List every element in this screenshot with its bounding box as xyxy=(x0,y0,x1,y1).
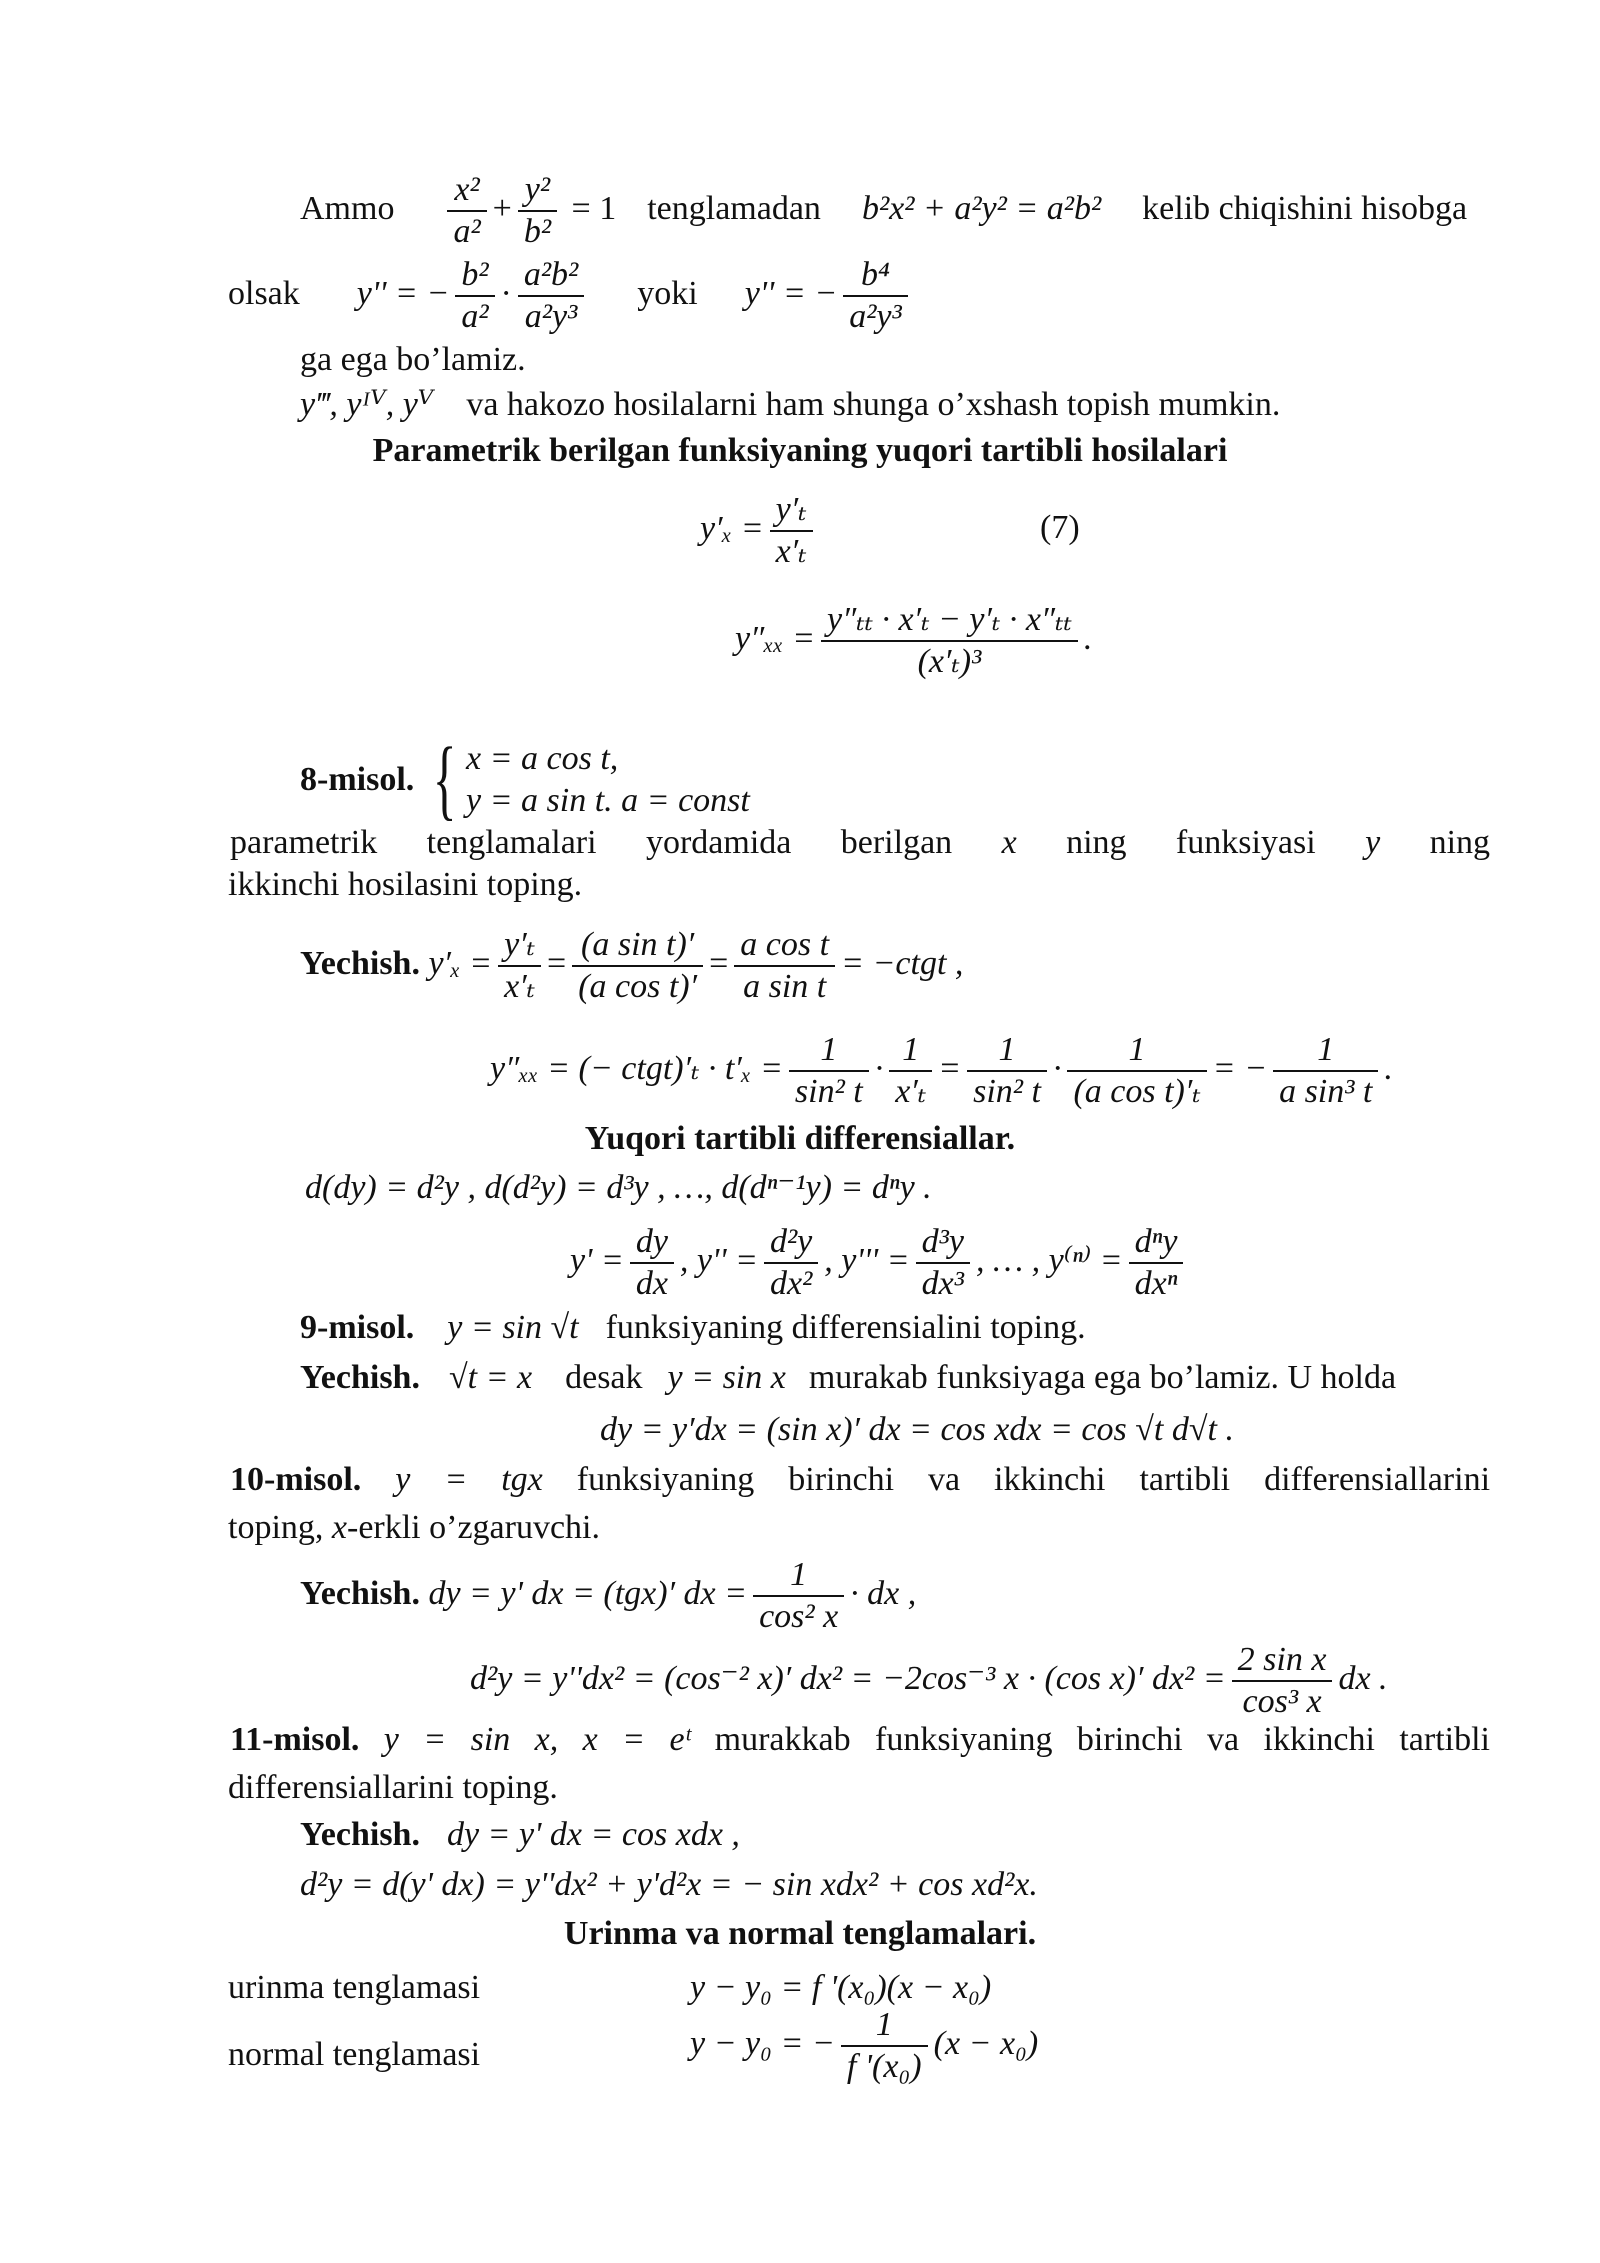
fraction-second-derivative xyxy=(821,600,1078,682)
denominator: (x′ₜ)³ xyxy=(917,643,982,680)
numerator: (a sin t)′ xyxy=(572,925,703,967)
denominator: cos² x xyxy=(759,1598,839,1635)
normal-end: (x − x₀) xyxy=(933,2024,1039,2062)
higher-derivatives-text: va hakozo hosilalarni ham shunga o’xshash topish mumkin. xyxy=(466,386,1281,423)
denominator: f '(x₀) xyxy=(846,2048,922,2085)
dn-lhs: , … , y⁽ⁿ⁾ = xyxy=(975,1241,1123,1279)
denominator: a²y³ xyxy=(849,298,902,335)
higher-derivatives-line xyxy=(300,385,1280,425)
example-10-line1 xyxy=(230,1460,1490,1500)
fraction-1-asin3t xyxy=(1273,1030,1378,1112)
ellipse-identity: b²x² + a²y² = a²b² xyxy=(861,189,1102,227)
substitution: √t = x xyxy=(448,1359,533,1396)
formula-7 xyxy=(700,490,819,572)
denominator: (a cos t)′ xyxy=(578,968,698,1005)
example-10-label: 10-misol. xyxy=(230,1461,362,1498)
fraction-yt-xt xyxy=(770,490,813,572)
equals: = xyxy=(938,1049,962,1087)
word-olsak: olsak xyxy=(228,274,300,312)
example-9-text: funksiyaning differensialini toping. xyxy=(605,1309,1086,1346)
numerator: 1 xyxy=(1067,1030,1206,1072)
olsak-line: olsak y'' = − $\frac{\text{b²}}{\text{a²}}$ · $\frac{\text{a²b²}}{\text{a²y³}}$ yoki y'' = − $\frac{\text{b⁴}}{\text{a²y³}}$ xyxy=(228,255,914,337)
system-line-2: y = a sin t. a = const xyxy=(465,782,750,819)
fraction-asint-acost xyxy=(572,925,703,1007)
numerator: y′ₜ xyxy=(770,490,813,532)
normal-label: normal tenglamasi xyxy=(228,2036,481,2073)
second-derivative-formula xyxy=(735,600,1092,682)
example-8-solution-1: Yechish. y′ₓ = $\frac{\text{y′ₜ}}{\text{x′ₜ}}$ = $\frac{\text{(a sin t)′}}{\text{(a cos t)′}}$ = $\frac{\text{a cos t}}{\text{a sin t}}$ = −ctgt , xyxy=(300,926,964,1005)
numerator: 1 xyxy=(889,1030,932,1072)
example-11-function: y = sin x, x = eᵗ xyxy=(383,1721,691,1758)
numerator: 1 xyxy=(789,1030,869,1072)
period: . xyxy=(1083,619,1093,657)
denominator: sin² t xyxy=(794,1073,863,1110)
period: . xyxy=(1384,1049,1393,1087)
differential-chain: d(dy) = d²y , d(d²y) = d³y , …, d(dⁿ⁻¹y) = dⁿy . xyxy=(305,1169,932,1206)
example-10-line2 xyxy=(228,1508,600,1548)
kelib-text: kelib chiqishini hisobga xyxy=(1142,189,1468,227)
fraction-y2-b2 xyxy=(518,170,557,252)
denominator: x′ₜ xyxy=(504,968,536,1005)
text-segment: parametrik tenglamalari yordamida berilgan xyxy=(230,824,953,861)
normal-lhs: y − y₀ = − xyxy=(690,2024,835,2062)
numerator: 1 xyxy=(841,2005,928,2047)
numerator: dy xyxy=(630,1222,674,1264)
system-brace: { xyxy=(432,730,457,829)
denominator: a sin t xyxy=(743,968,827,1005)
ypp2-lhs: y'' = − xyxy=(744,274,838,312)
fraction-x2-a2 xyxy=(447,170,486,252)
function-sin-x: y = sin x xyxy=(667,1359,786,1396)
numerator: a cos t xyxy=(734,925,835,967)
example-10-solution-1 xyxy=(300,1555,916,1637)
ga-ega-line: ga ega bo’lamiz. xyxy=(300,341,526,378)
solution-label: Yechish. xyxy=(300,1816,420,1853)
text-segment: ning xyxy=(1429,824,1491,861)
numerator: b² xyxy=(455,255,494,297)
denominator: b² xyxy=(523,213,552,250)
higher-derivative-symbols: y‴, yᴵⱽ, yⱽ xyxy=(300,386,434,423)
denominator: cos³ x xyxy=(1242,1683,1322,1720)
section-heading-parametric: Parametrik berilgan funksiyaning yuqori tartibli hosilalari xyxy=(372,432,1228,469)
system-line-1: x = a cos t, xyxy=(465,740,619,777)
derivative-notation-line xyxy=(570,1222,1189,1304)
fraction-dny-dxn xyxy=(1129,1222,1184,1304)
fraction-a2b2-a2y3 xyxy=(518,255,584,337)
denominator: sin² t xyxy=(973,1073,1041,1110)
fraction-acost-asint xyxy=(734,925,835,1007)
example-11-text: murakkab funksiyaning birinchi va ikkinchi tartibli xyxy=(714,1721,1491,1758)
sol2-lhs: d²y = y''dx² = (cos⁻² x)′ dx² = −2cos⁻³ x · (cos x)′ dx² = xyxy=(470,1659,1226,1697)
numerator: x² xyxy=(447,170,486,212)
fraction-1-fprime xyxy=(841,2005,928,2087)
fraction-1-xt xyxy=(889,1030,932,1112)
denominator: x′ₜ xyxy=(895,1073,927,1110)
solution-label: Yechish. xyxy=(300,1574,420,1612)
sol1-lhs: y′ₓ = xyxy=(428,944,493,982)
text-desak: desak xyxy=(565,1359,643,1396)
numerator: 1 xyxy=(753,1555,844,1597)
denominator: a² xyxy=(461,298,489,335)
second-derivative-lhs: y″ₓₓ = xyxy=(735,619,816,657)
d3-lhs: , y''' = xyxy=(824,1241,910,1279)
parametric-system xyxy=(466,738,750,822)
fraction-1-acost xyxy=(1067,1030,1206,1112)
denominator: x′ₜ xyxy=(775,533,807,570)
numerator: y′ₜ xyxy=(498,925,541,967)
text-murakab: murakab funksiyaga ega bo’lamiz. U holda xyxy=(808,1359,1397,1396)
solution-label: Yechish. xyxy=(300,1359,420,1396)
denominator: (a cos t)′ₜ xyxy=(1073,1073,1201,1110)
fraction-d2y-dx2 xyxy=(764,1222,818,1304)
section-heading-tangent-normal: Urinma va normal tenglamalari. xyxy=(563,1915,1037,1952)
fraction-2sinx-cos3x xyxy=(1232,1640,1333,1722)
example-10-text: funksiyaning birinchi va ikkinchi tartibli differensiallarini xyxy=(576,1461,1491,1498)
solution-label: Yechish. xyxy=(300,944,420,982)
formula-tag-7: (7) xyxy=(1040,509,1080,546)
example-11-line1 xyxy=(230,1720,1490,1760)
example-8-text-line1 xyxy=(230,823,1490,863)
tangent-equation: y − y₀ = f '(x₀)(x − x₀) xyxy=(690,1969,992,2006)
equals-minus: = − xyxy=(1212,1049,1268,1087)
sol1-lhs: dy = y' dx = (tgx)′ dx = xyxy=(428,1574,748,1612)
numerator: b⁴ xyxy=(843,255,907,297)
numerator: a²b² xyxy=(518,255,584,297)
denominator: dx xyxy=(635,1265,668,1302)
denominator: a²y³ xyxy=(524,298,578,335)
sol1-end: = −ctgt , xyxy=(841,944,964,982)
denominator: dx³ xyxy=(921,1265,964,1302)
fraction-dy-dx xyxy=(630,1222,674,1304)
denominator: a² xyxy=(453,213,481,250)
numerator: y″ₜₜ · x′ₜ − y′ₜ · x″ₜₜ xyxy=(821,600,1078,642)
d2-lhs: , y'' = xyxy=(679,1241,758,1279)
numerator: 2 sin x xyxy=(1232,1640,1333,1682)
example-8-text-line2: ikkinchi hosilasini toping. xyxy=(228,866,583,903)
sol1: dy = y' dx = cos xdx , xyxy=(446,1816,740,1853)
var-y: y xyxy=(1365,824,1381,861)
denominator: a sin³ t xyxy=(1279,1073,1373,1110)
text-segment: ning funksiyasi xyxy=(1066,824,1316,861)
var-x: x xyxy=(331,1509,347,1546)
formula-7-lhs: y′ₓ = xyxy=(700,509,764,547)
example-11-solution-1 xyxy=(300,1815,740,1855)
numerator: d²y xyxy=(764,1222,818,1264)
denominator: dxⁿ xyxy=(1134,1265,1178,1302)
word-yoki: yoki xyxy=(637,274,698,312)
sol2-end: dx . xyxy=(1338,1659,1388,1697)
numerator: 1 xyxy=(967,1030,1047,1072)
example-9-label: 9-misol. xyxy=(300,1309,415,1346)
section-heading-differentials: Yuqori tartibli differensiallar. xyxy=(584,1120,1016,1157)
example-8-label: 8-misol. xyxy=(300,761,415,798)
fraction-yt-xt xyxy=(498,925,541,1007)
ypp-lhs: y'' = − xyxy=(356,274,450,312)
var-x: x xyxy=(1001,824,1017,861)
example-9-function: y = sin √t xyxy=(447,1309,579,1346)
word-tenglamadan: tenglamadan xyxy=(647,189,821,227)
fraction-b4-a2y3 xyxy=(843,255,907,337)
d1-lhs: y' = xyxy=(570,1241,624,1279)
example-10-solution-2 xyxy=(470,1640,1388,1722)
example-11-label: 11-misol. xyxy=(230,1721,360,1758)
example-11-solution-2: d²y = d(y' dx) = y''dx² + y'd²x = − sin xdx² + cos xd²x. xyxy=(300,1866,1038,1903)
fraction-d3y-dx3 xyxy=(916,1222,970,1304)
denominator: dx² xyxy=(769,1265,813,1302)
normal-equation xyxy=(690,2005,1038,2087)
example-9-solution-line xyxy=(300,1358,1396,1398)
fraction-1-sin2t-b xyxy=(967,1030,1047,1112)
ammo-line: Ammo $\frac{\text{x²}}{\text{a²}}$ + $\frac{\text{y²}}{\text{b²}}$ = 1 tenglamadan b²x² + a²y² = a²b² kelib chiqishini hisobga xyxy=(300,171,1468,250)
text-toping: toping, xyxy=(228,1509,332,1546)
example-8-header xyxy=(300,730,750,829)
example-9-differential: dy = y′dx = (sin x)′ dx = cos xdx = cos √t d√t . xyxy=(600,1411,1234,1448)
word-ammo: Ammo xyxy=(300,189,395,227)
sol1-end: · dx , xyxy=(850,1574,917,1612)
numerator: d³y xyxy=(916,1222,970,1264)
example-9-line xyxy=(300,1308,1086,1348)
fraction-b2-a2 xyxy=(455,255,494,337)
fraction-1-cos2x xyxy=(753,1555,844,1637)
numerator: 1 xyxy=(1273,1030,1378,1072)
numerator: dⁿy xyxy=(1129,1222,1184,1264)
numerator: y² xyxy=(518,170,557,212)
tangent-label: urinma tenglamasi xyxy=(228,1969,481,2006)
eq-rhs: = 1 xyxy=(571,189,617,227)
sol2-lhs: y″ₓₓ = (− ctgt)′ₜ · t′ₓ = xyxy=(490,1049,783,1087)
fraction-1-sin2t xyxy=(789,1030,869,1112)
example-11-line2: differensiallarini toping. xyxy=(228,1769,558,1806)
text-erkli: -erkli o’zgaruvchi. xyxy=(347,1509,600,1546)
example-8-solution-2: y″ₓₓ = (− ctgt)′ₜ · t′ₓ = $\frac{1}{\text{sin² t}}$ · $\frac{1}{\text{x′ₜ}}$ = $\frac{1}{\text{sin² t}}$ · $\frac{1}{\text{(a cos t)′ₜ}}$ = − $\frac{1}{\text{a sin³ t}}$ . xyxy=(490,1031,1393,1110)
example-10-function: y = tgx xyxy=(395,1461,543,1498)
